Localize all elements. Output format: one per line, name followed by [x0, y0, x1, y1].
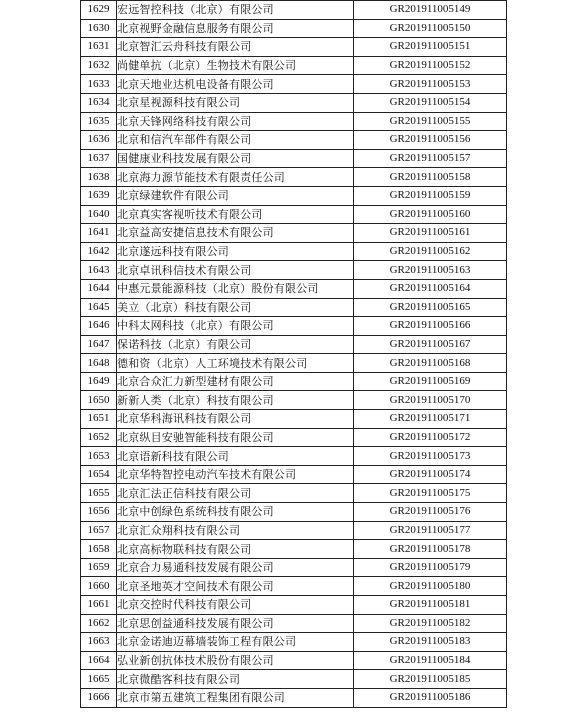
table-row	[81, 372, 507, 391]
table-row	[81, 688, 507, 707]
certificate-number: GR201911005150	[354, 19, 507, 38]
company-name: 北京汇众翔科技有限公司	[117, 521, 354, 540]
table-row	[81, 447, 507, 466]
row-number: 1650	[81, 391, 117, 410]
row-number: 1647	[81, 335, 117, 354]
company-name: 尚健单抗（北京）生物技术有限公司	[117, 56, 354, 75]
row-number: 1644	[81, 279, 117, 298]
company-name: 北京视野金融信息服务有限公司	[117, 19, 354, 38]
company-name: 美立（北京）科技有限公司	[117, 298, 354, 317]
row-number: 1636	[81, 131, 117, 150]
certificate-number: GR201911005163	[354, 261, 507, 280]
certificate-number: GR201911005154	[354, 93, 507, 112]
row-number: 1655	[81, 484, 117, 503]
table-row	[81, 558, 507, 577]
certificate-number: GR201911005182	[354, 614, 507, 633]
certificate-number: GR201911005174	[354, 465, 507, 484]
row-number: 1645	[81, 298, 117, 317]
certificate-number: GR201911005155	[354, 112, 507, 131]
row-number: 1648	[81, 354, 117, 373]
table-row	[81, 19, 507, 38]
company-name: 北京思创益通科技发展有限公司	[117, 614, 354, 633]
row-number: 1638	[81, 168, 117, 187]
company-name: 北京遂远科技有限公司	[117, 242, 354, 261]
company-name: 北京益高安捷信息技术有限公司	[117, 224, 354, 243]
certificate-number: GR201911005186	[354, 688, 507, 707]
row-number: 1666	[81, 688, 117, 707]
certificate-number: GR201911005159	[354, 186, 507, 205]
company-name: 北京语新科技有限公司	[117, 447, 354, 466]
certificate-number: GR201911005166	[354, 317, 507, 336]
certificate-number: GR201911005167	[354, 335, 507, 354]
company-name: 北京圣地英才空间技术有限公司	[117, 577, 354, 596]
company-name: 德和资（北京）人工环境技术有限公司	[117, 354, 354, 373]
certificate-number: GR201911005171	[354, 410, 507, 429]
certificate-number: GR201911005183	[354, 633, 507, 652]
certificate-number: GR201911005184	[354, 651, 507, 670]
certificate-number: GR201911005156	[354, 131, 507, 150]
table-row	[81, 224, 507, 243]
row-number: 1661	[81, 596, 117, 615]
row-number: 1651	[81, 410, 117, 429]
company-name: 北京微酷客科技有限公司	[117, 670, 354, 689]
company-name: 北京天锋网络科技有限公司	[117, 112, 354, 131]
row-number: 1634	[81, 93, 117, 112]
company-name: 国健康业科技发展有限公司	[117, 149, 354, 168]
row-number: 1652	[81, 428, 117, 447]
company-name: 北京交控时代科技有限公司	[117, 596, 354, 615]
company-name: 北京金诺迪迈幕墙装饰工程有限公司	[117, 633, 354, 652]
table-row	[81, 540, 507, 559]
table-row	[81, 186, 507, 205]
certificate-number: GR201911005165	[354, 298, 507, 317]
row-number: 1630	[81, 19, 117, 38]
table-row	[81, 354, 507, 373]
row-number: 1657	[81, 521, 117, 540]
table-row	[81, 261, 507, 280]
company-name: 北京卓讯科信技术有限公司	[117, 261, 354, 280]
row-number: 1643	[81, 261, 117, 280]
certificate-number: GR201911005179	[354, 558, 507, 577]
certificate-number: GR201911005169	[354, 372, 507, 391]
row-number: 1654	[81, 465, 117, 484]
certificate-number: GR201911005177	[354, 521, 507, 540]
row-number: 1629	[81, 1, 117, 20]
company-name: 北京真实客视听技术有限公司	[117, 205, 354, 224]
company-name: 北京海力源节能技术有限责任公司	[117, 168, 354, 187]
certificate-number: GR201911005162	[354, 242, 507, 261]
table-row	[81, 38, 507, 57]
company-name: 北京中创绿色系统科技有限公司	[117, 503, 354, 522]
company-name: 宏远智控科技（北京）有限公司	[117, 1, 354, 20]
table-row	[81, 484, 507, 503]
row-number: 1664	[81, 651, 117, 670]
company-name: 北京星视源科技有限公司	[117, 93, 354, 112]
enterprise-registry-table	[80, 0, 507, 708]
table-row	[81, 317, 507, 336]
table-row	[81, 298, 507, 317]
row-number: 1635	[81, 112, 117, 131]
company-name: 北京和信汽车部件有限公司	[117, 131, 354, 150]
certificate-number: GR201911005157	[354, 149, 507, 168]
company-name: 北京华科海讯科技有限公司	[117, 410, 354, 429]
table-row	[81, 93, 507, 112]
row-number: 1642	[81, 242, 117, 261]
row-number: 1632	[81, 56, 117, 75]
table-body	[81, 1, 507, 708]
table-row	[81, 242, 507, 261]
certificate-number: GR201911005175	[354, 484, 507, 503]
row-number: 1659	[81, 558, 117, 577]
certificate-number: GR201911005151	[354, 38, 507, 57]
table-row	[81, 521, 507, 540]
certificate-number: GR201911005168	[354, 354, 507, 373]
company-name: 北京纵目安驰智能科技有限公司	[117, 428, 354, 447]
company-name: 北京华特智控电动汽车技术有限公司	[117, 465, 354, 484]
table-row	[81, 614, 507, 633]
certificate-number: GR201911005149	[354, 1, 507, 20]
table-row	[81, 56, 507, 75]
certificate-number: GR201911005170	[354, 391, 507, 410]
row-number: 1637	[81, 149, 117, 168]
table-row	[81, 131, 507, 150]
company-name: 北京汇法正信科技有限公司	[117, 484, 354, 503]
table-row	[81, 149, 507, 168]
row-number: 1633	[81, 75, 117, 94]
table-row	[81, 596, 507, 615]
company-name: 保诺科技（北京）有限公司	[117, 335, 354, 354]
row-number: 1663	[81, 633, 117, 652]
company-name: 北京合力易通科技发展有限公司	[117, 558, 354, 577]
certificate-number: GR201911005185	[354, 670, 507, 689]
row-number: 1662	[81, 614, 117, 633]
certificate-number: GR201911005161	[354, 224, 507, 243]
company-name: 北京合众汇力新型建材有限公司	[117, 372, 354, 391]
company-name: 北京智汇云舟科技有限公司	[117, 38, 354, 57]
company-name: 中惠元景能源科技（北京）股份有限公司	[117, 279, 354, 298]
row-number: 1631	[81, 38, 117, 57]
table-row	[81, 410, 507, 429]
table-row	[81, 503, 507, 522]
certificate-number: GR201911005164	[354, 279, 507, 298]
certificate-number: GR201911005153	[354, 75, 507, 94]
table-row	[81, 1, 507, 20]
certificate-number: GR201911005158	[354, 168, 507, 187]
certificate-number: GR201911005178	[354, 540, 507, 559]
table-row	[81, 112, 507, 131]
certificate-number: GR201911005176	[354, 503, 507, 522]
company-name: 中科太网科技（北京）有限公司	[117, 317, 354, 336]
row-number: 1660	[81, 577, 117, 596]
table-row	[81, 205, 507, 224]
certificate-number: GR201911005172	[354, 428, 507, 447]
table-row	[81, 168, 507, 187]
table-row	[81, 670, 507, 689]
document-page	[80, 0, 506, 708]
row-number: 1656	[81, 503, 117, 522]
table-row	[81, 428, 507, 447]
table-row	[81, 75, 507, 94]
certificate-number: GR201911005173	[354, 447, 507, 466]
row-number: 1653	[81, 447, 117, 466]
table-row	[81, 465, 507, 484]
row-number: 1649	[81, 372, 117, 391]
certificate-number: GR201911005160	[354, 205, 507, 224]
row-number: 1641	[81, 224, 117, 243]
company-name: 弘业新创抗体技术股份有限公司	[117, 651, 354, 670]
table-row	[81, 651, 507, 670]
certificate-number: GR201911005180	[354, 577, 507, 596]
row-number: 1639	[81, 186, 117, 205]
company-name: 北京高标物联科技有限公司	[117, 540, 354, 559]
row-number: 1640	[81, 205, 117, 224]
company-name: 北京天地业达机电设备有限公司	[117, 75, 354, 94]
row-number: 1665	[81, 670, 117, 689]
row-number: 1646	[81, 317, 117, 336]
certificate-number: GR201911005181	[354, 596, 507, 615]
table-row	[81, 279, 507, 298]
table-row	[81, 577, 507, 596]
company-name: 北京市第五建筑工程集团有限公司	[117, 688, 354, 707]
company-name: 北京绿建软件有限公司	[117, 186, 354, 205]
table-row	[81, 335, 507, 354]
table-row	[81, 391, 507, 410]
row-number: 1658	[81, 540, 117, 559]
table-row	[81, 633, 507, 652]
certificate-number: GR201911005152	[354, 56, 507, 75]
company-name: 新新人类（北京）科技有限公司	[117, 391, 354, 410]
